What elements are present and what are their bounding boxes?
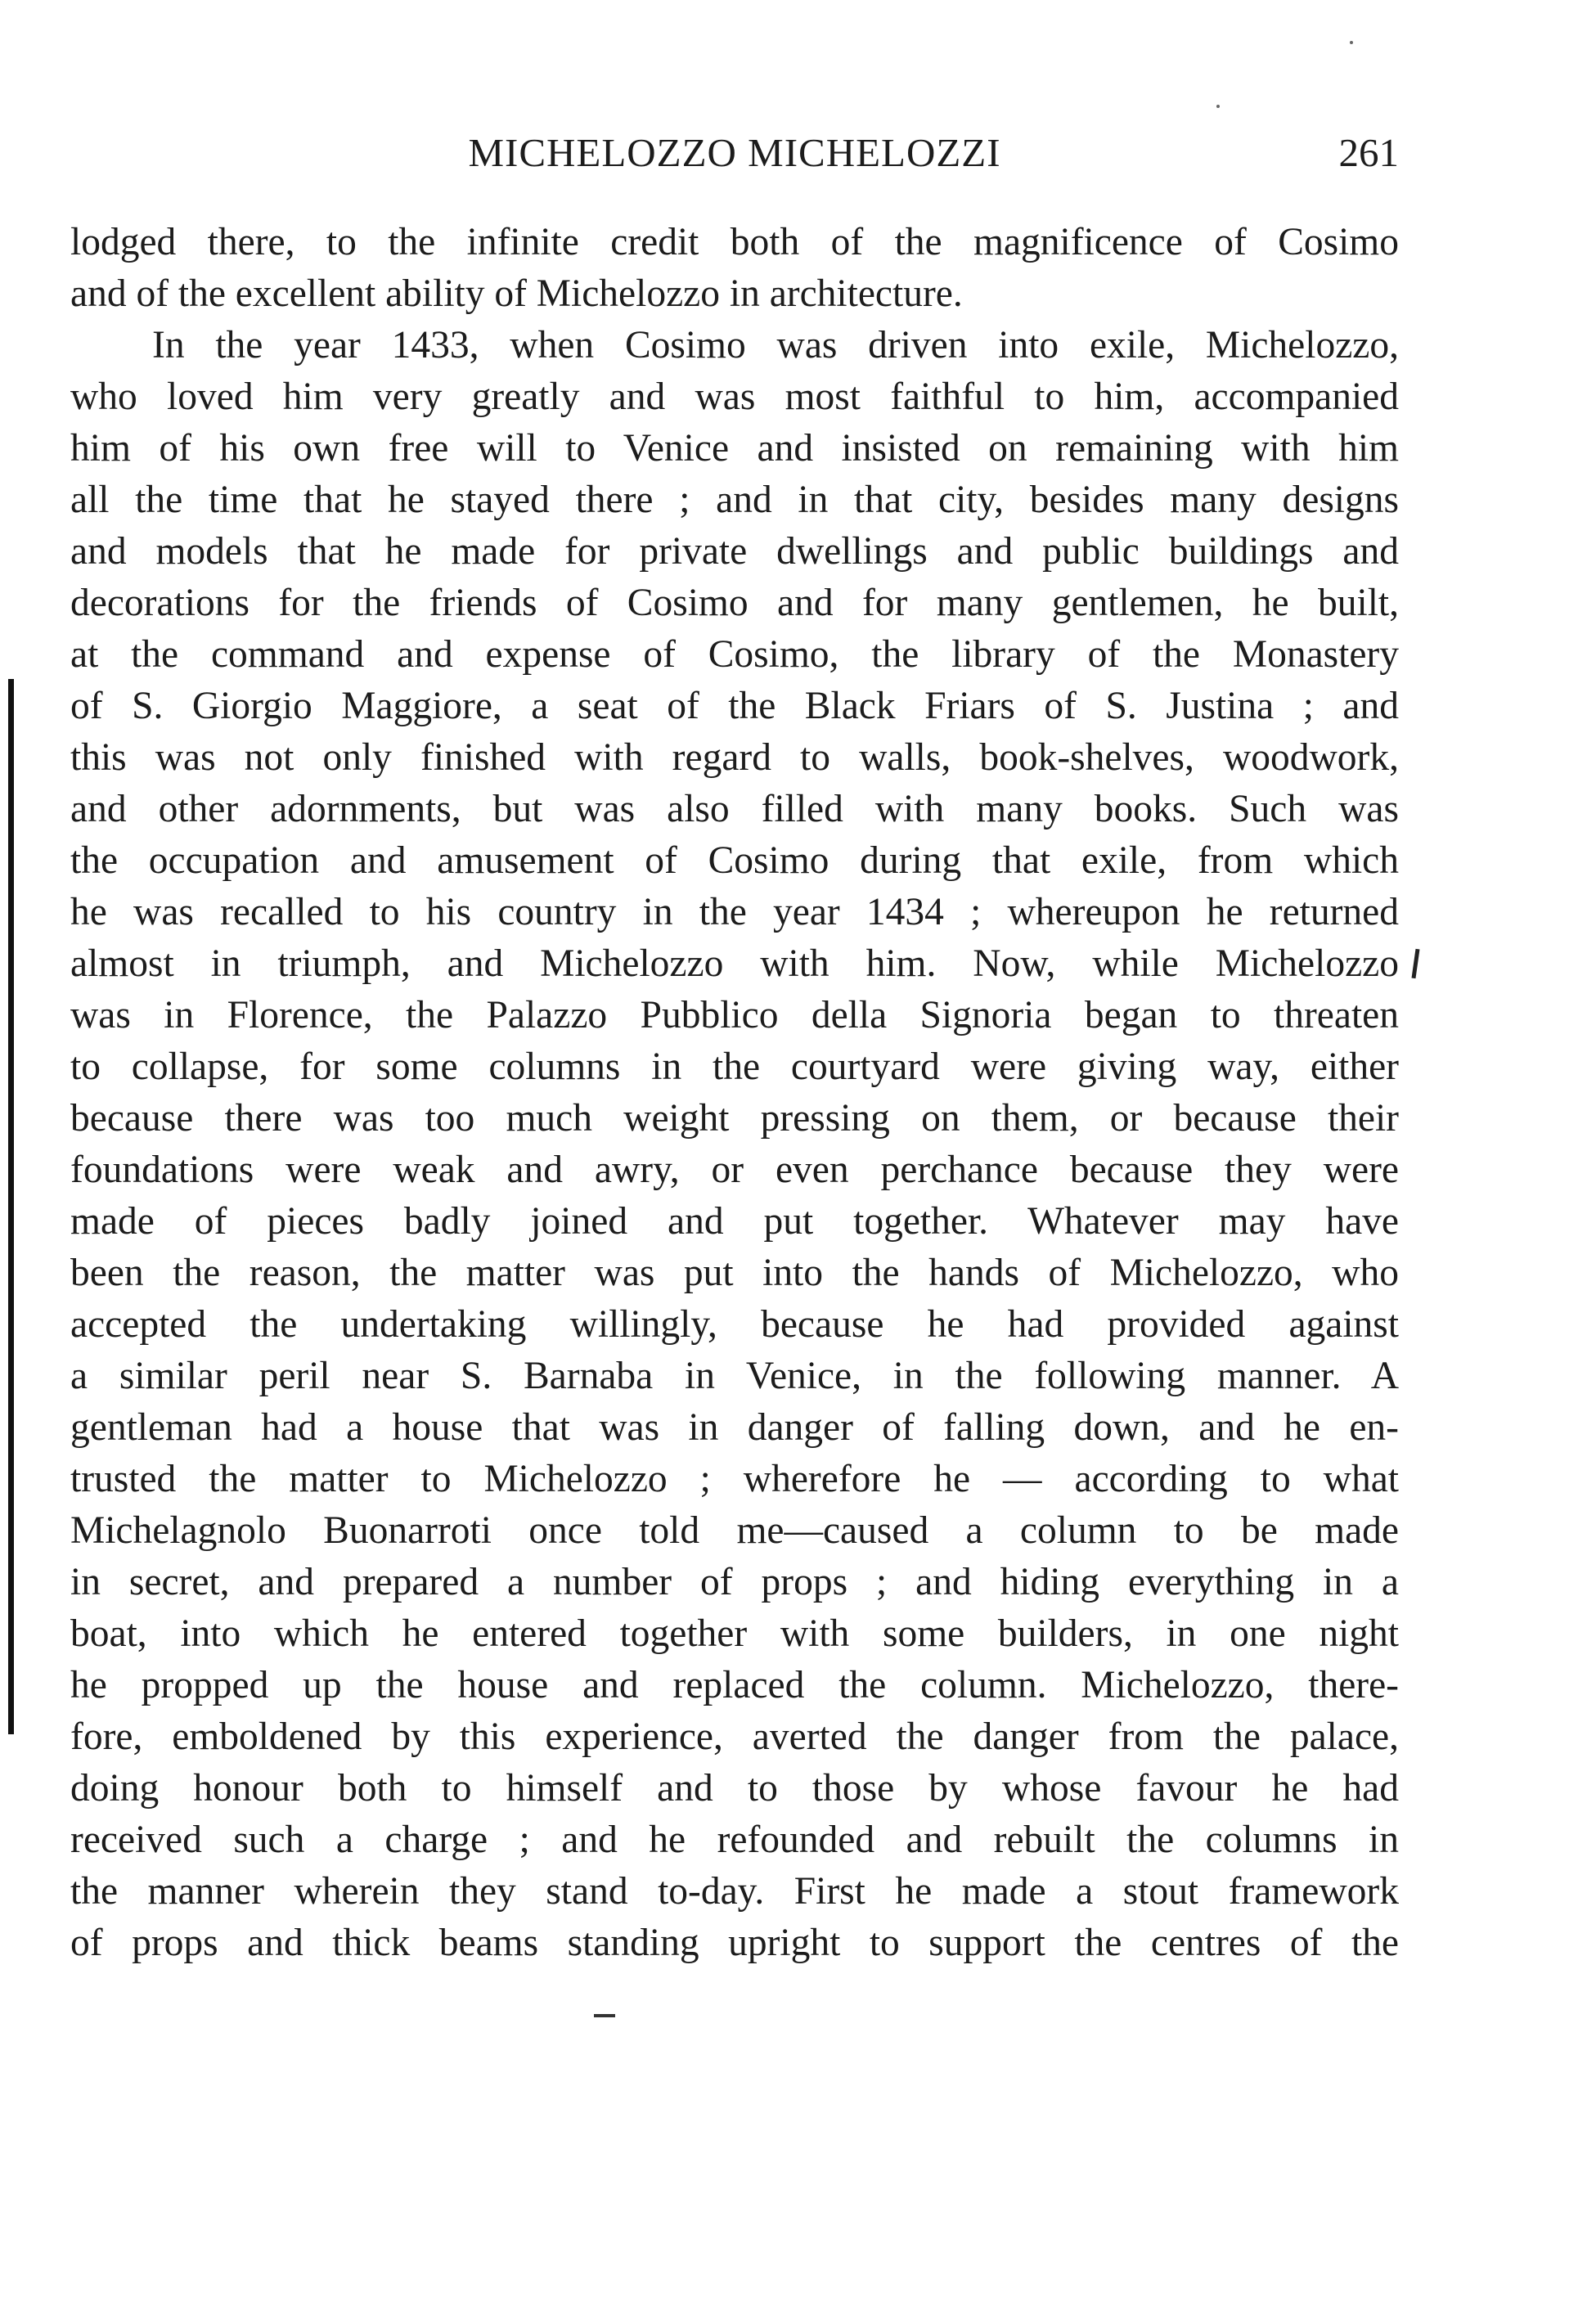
text-line: received such a charge ; and he refounded and rebuilt the columns in	[70, 1819, 1399, 1861]
text-line: he was recalled to his country in the year 1434 ; whereupon he returned	[70, 891, 1399, 933]
margin-tick-mark	[1412, 949, 1420, 978]
text-line: and models that he made for private dwellings and public buildings and	[70, 530, 1399, 573]
text-line: gentleman had a house that was in danger of falling down, and he en-	[70, 1406, 1399, 1449]
text-line: accepted the undertaking willingly, because he had provided against	[70, 1303, 1399, 1346]
text-line: was in Florence, the Palazzo Pubblico della Signoria began to threaten	[70, 994, 1399, 1036]
text-line: to collapse, for some columns in the courtyard were giving way, either	[70, 1045, 1399, 1088]
text-line: boat, into which he entered together with some builders, in one night	[70, 1612, 1399, 1655]
ink-speck	[1216, 105, 1220, 108]
text-line: Michelagnolo Buonarroti once told me—caused a column to be made	[70, 1509, 1399, 1552]
text-line: doing honour both to himself and to those by whose favour he had	[70, 1767, 1399, 1810]
text-line: decorations for the friends of Cosimo and for many gentlemen, he built,	[70, 582, 1399, 624]
text-line: of S. Giorgio Maggiore, a seat of the Black Friars of S. Justina ; and	[70, 685, 1399, 727]
page-number: 261	[1338, 130, 1399, 175]
text-line: In the year 1433, when Cosimo was driven into exile, Michelozzo,	[152, 324, 1399, 366]
text-line: trusted the matter to Michelozzo ; wherefore he — according to what	[70, 1458, 1399, 1500]
text-line: of props and thick beams standing upright to support the centres of the	[70, 1922, 1399, 1964]
text-line: been the reason, the matter was put into the hands of Michelozzo, who	[70, 1252, 1399, 1294]
text-line: the occupation and amusement of Cosimo during that exile, from which	[70, 839, 1399, 882]
text-line: at the command and expense of Cosimo, the library of the Monastery	[70, 633, 1399, 676]
text-line: he propped up the house and replaced the column. Michelozzo, there-	[70, 1664, 1399, 1706]
margin-line-mark	[8, 679, 14, 1734]
text-line: and other adornments, but was also filled with many books. Such was	[70, 788, 1399, 830]
text-line: in secret, and prepared a number of props ; and hiding everything in a	[70, 1561, 1399, 1603]
text-line: a similar peril near S. Barnaba in Venice, in the following manner. A	[70, 1355, 1399, 1397]
text-line: the manner wherein they stand to-day. First he made a stout framework	[70, 1870, 1399, 1913]
text-line: who loved him very greatly and was most faithful to him, accompanied	[70, 375, 1399, 418]
text-line: all the time that he stayed there ; and in that city, besides many designs	[70, 479, 1399, 521]
text-line: lodged there, to the infinite credit both of the magnificence of Cosimo	[70, 221, 1399, 263]
running-title: MICHELOZZO MICHELOZZI	[468, 130, 1001, 175]
text-line: almost in triumph, and Michelozzo with him. Now, while Michelozzo	[70, 942, 1399, 985]
text-line: because there was too much weight pressing on them, or because their	[70, 1097, 1399, 1140]
stray-ink-mark	[594, 2014, 615, 2017]
text-line: foundations were weak and awry, or even perchance because they were	[70, 1149, 1399, 1191]
ink-speck	[1350, 41, 1353, 44]
text-line: and of the excellent ability of Michelozzo in architecture.	[70, 272, 963, 315]
body-text	[70, 217, 1399, 1969]
text-line: made of pieces badly joined and put together. Whatever may have	[70, 1200, 1399, 1243]
text-line: this was not only finished with regard to walls, book-shelves, woodwork,	[70, 736, 1399, 779]
text-line: him of his own free will to Venice and insisted on remaining with him	[70, 427, 1399, 470]
running-head	[70, 124, 1399, 182]
text-line: fore, emboldened by this experience, averted the danger from the palace,	[70, 1715, 1399, 1758]
